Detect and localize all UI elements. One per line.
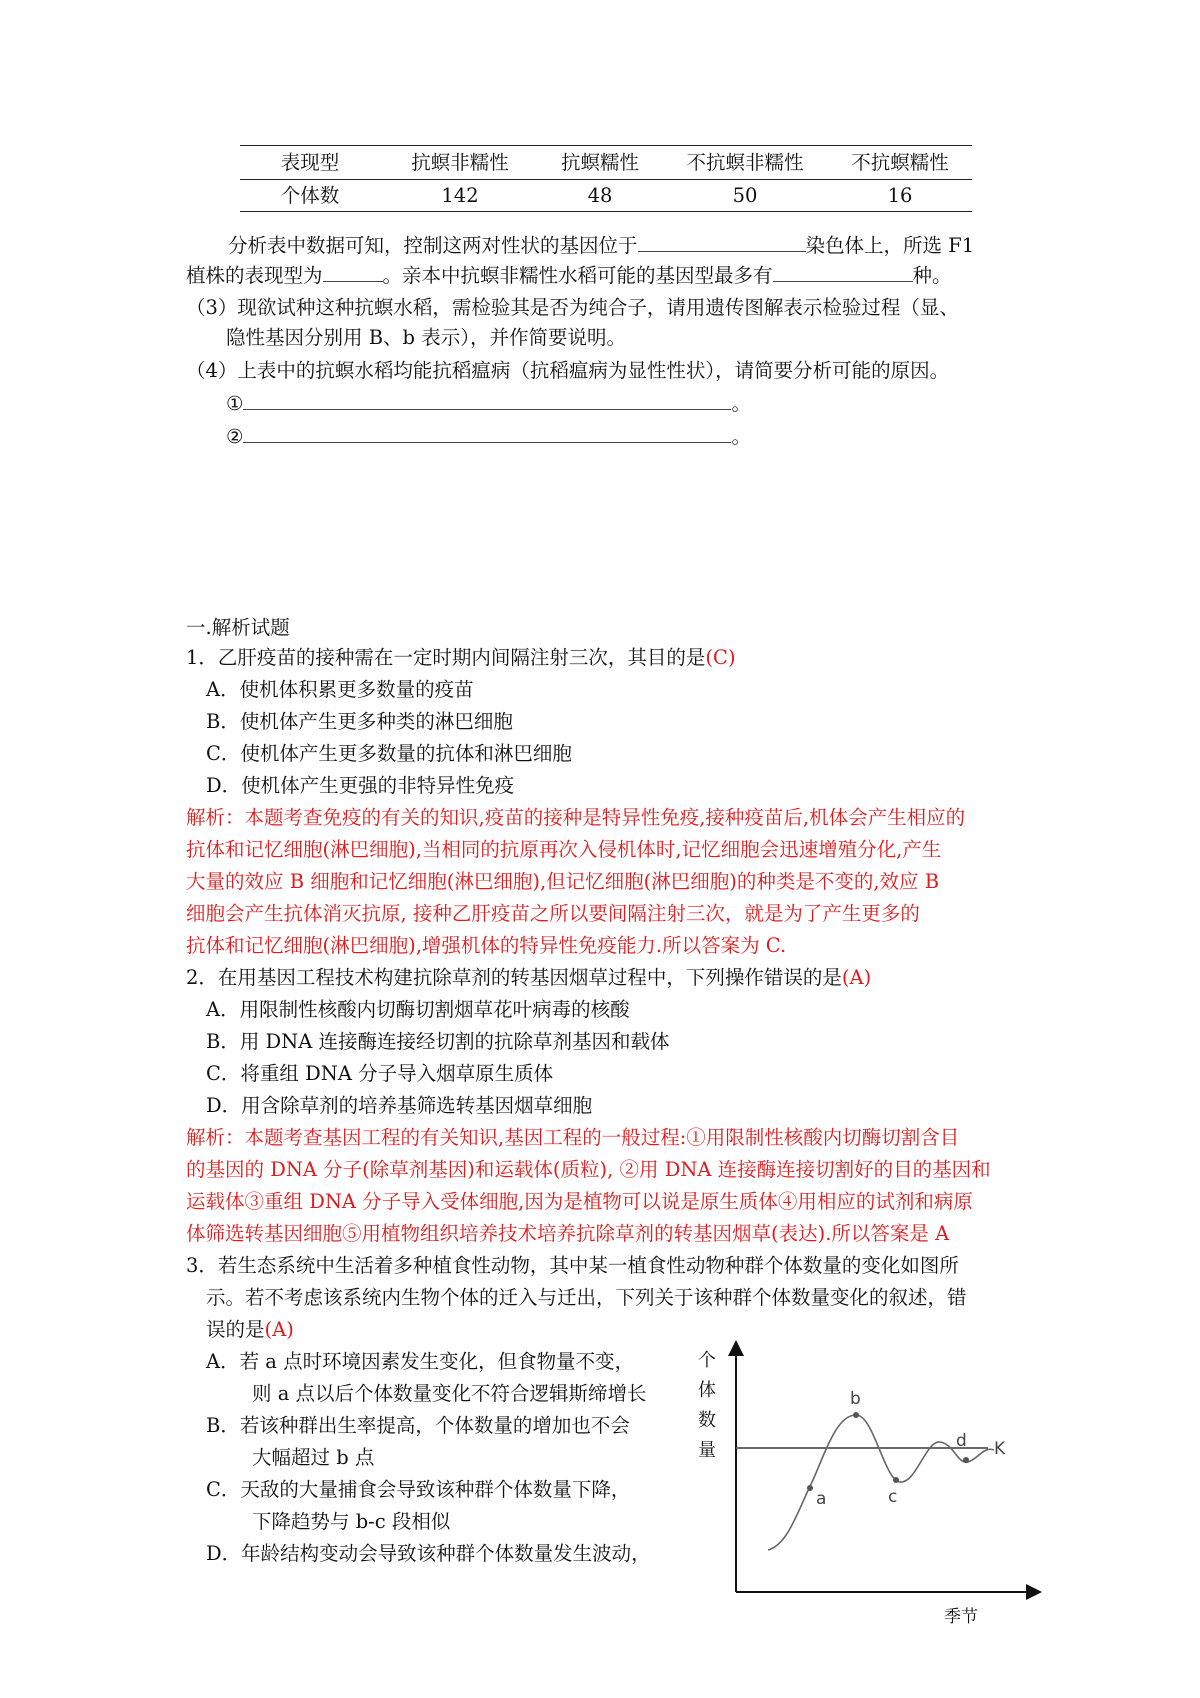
table-header: 不抗螟糯性	[851, 151, 949, 174]
table-header: 表现型	[280, 151, 340, 174]
part4-reason-2: ② 。	[226, 425, 751, 448]
q1-option-d: D．使机体产生更强的非特异性免疫	[206, 774, 515, 797]
section-title: 一.解析试题	[186, 616, 290, 639]
table-top-rule	[240, 145, 972, 146]
y-axis-label: 数	[698, 1410, 716, 1431]
q2-analysis-line: 的基因的 DNA 分子(除草剂基因)和运载体(质粒), ②用 DNA 连接酶连接切割好的目的基因和	[186, 1158, 991, 1181]
q3-stem-line-1: 3．若生态系统中生活着多种植食性动物，其中某一植食性动物种群个体数量的变化如图所	[186, 1254, 959, 1277]
q2-answer: (A)	[841, 966, 872, 989]
part3-line-2: 隐性基因分别用 B、b 表示），并作简要说明。	[226, 326, 626, 349]
q3-option-c-cont: 下降趋势与 b-c 段相似	[252, 1510, 451, 1533]
q3-option-b: B．若该种群出生率提高，个体数量的增加也不会	[206, 1414, 630, 1437]
q2-option-b: B．用 DNA 连接酶连接经切割的抗除草剂基因和载体	[206, 1030, 670, 1053]
q3-option-d: D．年龄结构变动会导致该种群个体数量发生波动，	[206, 1542, 651, 1565]
point-label-c: c	[888, 1487, 898, 1507]
answer-blank	[323, 262, 383, 282]
q2-analysis-line: 体筛选转基因细胞⑤用植物组织培养技术培养抗除草剂的转基因烟草(表达).所以答案是 A	[186, 1222, 950, 1245]
q3-option-a-cont: 则 a 点以后个体数量变化不符合逻辑斯缔增长	[252, 1382, 647, 1405]
q1-option-b: B．使机体产生更多种类的淋巴细胞	[206, 710, 513, 733]
q2-option-c: C．将重组 DNA 分子导入烟草原生质体	[206, 1062, 554, 1085]
table-cell: 142	[441, 184, 479, 207]
point-label-b: b	[850, 1389, 861, 1409]
part2-line-2: 植株的表现型为 。亲本中抗螟非糯性水稻可能的基因型最多有 种。	[186, 264, 952, 287]
y-axis-label: 量	[698, 1440, 716, 1461]
q2-option-a: A．用限制性核酸内切酶切割烟草花叶病毒的核酸	[206, 998, 630, 1021]
point-label-d: d	[956, 1431, 967, 1451]
table-header: 抗螟非糯性	[411, 151, 509, 174]
table-bottom-rule	[240, 211, 972, 212]
q1-analysis-line: 细胞会产生抗体消灭抗原, 接种乙肝疫苗之所以要间隔注射三次，就是为了产生更多的	[186, 902, 920, 925]
table-header: 抗螟糯性	[560, 151, 639, 174]
k-label: K	[994, 1439, 1006, 1459]
answer-blank	[773, 262, 913, 282]
point-b-marker	[853, 1412, 859, 1418]
q3-stem-line-2: 示。若不考虑该系统内生物个体的迁入与迁出，下列关于该种群个体数量变化的叙述，错	[206, 1286, 967, 1309]
population-graph	[688, 1330, 1048, 1630]
q1-analysis-line: 解析：本题考查免疫的有关的知识,疫苗的接种是特异性免疫,接种疫苗后,机体会产生相应的	[186, 806, 966, 829]
point-label-a: a	[816, 1489, 827, 1509]
q2-stem: 2．在用基因工程技术构建抗除草剂的转基因烟草过程中，下列操作错误的是(A)	[186, 966, 872, 989]
table-header: 不抗螟非糯性	[686, 151, 804, 174]
table-cell: 50	[732, 184, 758, 207]
q3-option-b-cont: 大幅超过 b 点	[252, 1446, 375, 1469]
q1-answer: (C)	[705, 646, 736, 669]
q3-option-c: C．天敌的大量捕食会导致该种群个体数量下降，	[206, 1478, 631, 1501]
y-axis-label: 体	[698, 1380, 716, 1401]
table-mid-rule	[240, 179, 972, 180]
q1-stem: 1．乙肝疫苗的接种需在一定时期内间隔注射三次，其目的是(C)	[186, 646, 736, 669]
part4-line-1: （4）上表中的抗螟水稻均能抗稻瘟病（抗稻瘟病为显性性状），请简要分析可能的原因。	[186, 359, 950, 382]
q2-option-d: D．用含除草剂的培养基筛选转基因烟草细胞	[206, 1094, 593, 1117]
answer-blank	[638, 232, 806, 252]
q3-stem-line-3: 误的是(A)	[206, 1318, 294, 1341]
q1-option-a: A．使机体积累更多数量的疫苗	[206, 678, 474, 701]
table-cell: 个体数	[280, 184, 340, 207]
x-axis-label: 季节	[944, 1607, 978, 1627]
part3-line-1: （3）现欲试种这种抗螟水稻，需检验其是否为纯合子，请用遗传图解表示检验过程（显、	[186, 296, 959, 319]
answer-blank	[243, 390, 731, 410]
point-d-marker	[963, 1457, 969, 1463]
y-axis-label: 个	[698, 1350, 716, 1371]
q2-analysis-line: 运载体③重组 DNA 分子导入受体细胞,因为是植物可以说是原生质体④用相应的试剂和病原	[186, 1190, 973, 1213]
point-a-marker	[807, 1485, 813, 1491]
q1-analysis-line: 抗体和记忆细胞(淋巴细胞),当相同的抗原再次入侵机体时,记忆细胞会迅速增殖分化,产生	[186, 838, 942, 861]
table-cell: 16	[887, 184, 913, 207]
point-c-marker	[893, 1477, 899, 1483]
table-cell: 48	[587, 184, 613, 207]
q2-analysis-line: 解析：本题考查基因工程的有关知识,基因工程的一般过程:①用限制性核酸内切酶切割含目	[186, 1126, 960, 1149]
q1-analysis-line: 抗体和记忆细胞(淋巴细胞),增强机体的特异性免疫能力.所以答案为 C.	[186, 934, 787, 957]
q3-answer: (A)	[264, 1318, 294, 1341]
part2-line-1: 分析表中数据可知，控制这两对性状的基因位于 染色体上，所选 F1	[228, 234, 975, 257]
answer-blank	[243, 423, 731, 443]
q3-option-a: A．若 a 点时环境因素发生变化，但食物量不变，	[206, 1350, 635, 1373]
q1-analysis-line: 大量的效应 B 细胞和记忆细胞(淋巴细胞),但记忆细胞(淋巴细胞)的种类是不变的,效应 B	[186, 870, 940, 893]
q1-option-c: C．使机体产生更多数量的抗体和淋巴细胞	[206, 742, 572, 765]
part4-reason-1: ① 。	[226, 392, 751, 415]
